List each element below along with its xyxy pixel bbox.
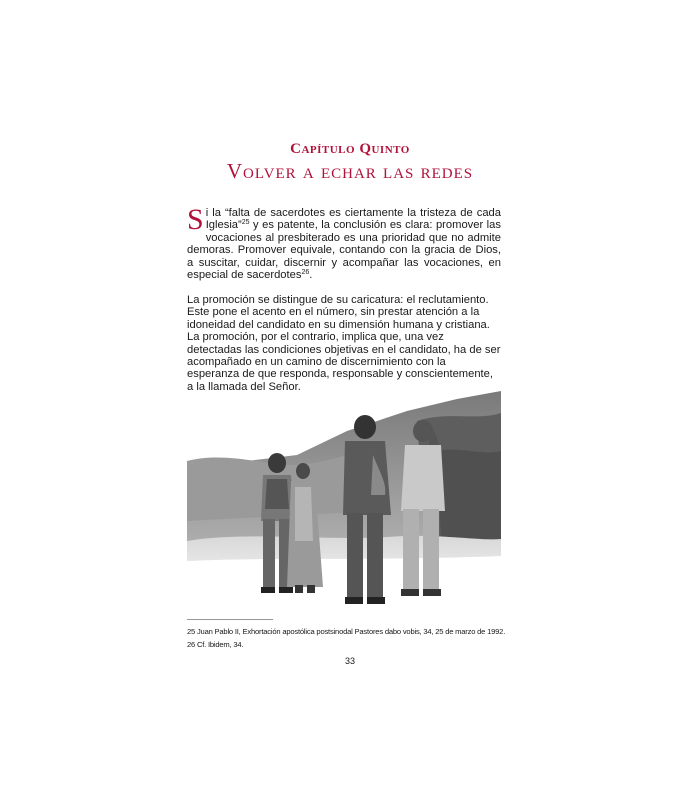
paragraph-1-text-a: i la “falta de sacerdotes es ciertamente la tristeza de cada Iglesia” xyxy=(205,207,501,232)
footnote-25: 25 Juan Pablo II, Exhortación apostólica postsinodal Pastores dabo vobis, 34, 25 de marzo de 1992. xyxy=(187,627,506,636)
footnote-ref-26: 26 xyxy=(301,269,310,277)
footnote-26: 26 Cf. Ibidem, 34. xyxy=(187,640,244,649)
drop-cap: S xyxy=(187,203,204,236)
footnote-divider xyxy=(187,619,273,620)
paragraph-1-text-c: . xyxy=(309,269,313,282)
figure-right-woman xyxy=(401,420,445,596)
footnote-ref-25: 25 xyxy=(241,219,250,227)
page-number: 33 xyxy=(344,656,355,666)
paragraph-2 xyxy=(187,294,501,393)
paragraph-2-text: La promoción se distingue de su caricatura: el reclutamiento. Este pone el acento en el número, sin prestar atención a la idoneidad del candidato en su dimensión humana y cristiana. La promoción, por el contrario, implica que, una vez detectadas las condiciones objetivas en el candidato, ha de ser acompañado en un camino de discernimiento con la esperanza de que responda, responsable y conscientemente, a la llamada del Señor. xyxy=(187,294,501,393)
paragraph-1-text-b: y es patente, la conclusión es clara: promover las vocaciones al presbiterado es una prioridad que no admite demoras. Promover equivale, contando con la gracia de Dios, a suscitar, cuidar, discernir y acompañar las vocaciones, en especial de sacerdotes xyxy=(187,219,501,282)
paragraph-1 xyxy=(187,203,501,282)
chapter-title: Volver a echar las redes xyxy=(226,159,474,183)
walking-people-illustration xyxy=(187,391,501,613)
chapter-label: Capítulo Quinto xyxy=(290,141,410,157)
